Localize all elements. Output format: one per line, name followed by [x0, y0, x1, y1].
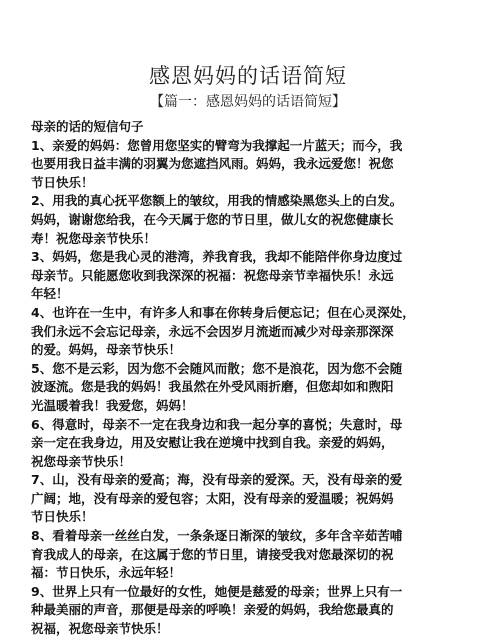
text-line: 8、看着母亲一丝丝白发，一条条逐日渐深的皱纹，多年含辛茹苦哺 [31, 528, 403, 544]
text-line: 广阔；地，没有母亲的爱包容；太阳，没有母亲的爱温暖；祝妈妈 [31, 490, 394, 506]
text-line: 祝您母亲节快乐！ [31, 453, 132, 469]
text-line: 我们永远不会忘记母亲，永远不会因岁月流逝而减少对母亲那深深 [31, 323, 394, 339]
text-line: 波逐流。您是我的妈妈！我虽然在外受风雨折磨，但您却如和煦阳 [31, 379, 394, 395]
text-line: 7、山，没有母亲的爱高；海，没有母亲的爱深。天，没有母亲的爱 [31, 472, 403, 488]
text-line: 母亲节。只能愿您收到我深深的祝福：祝您母亲节幸福快乐！永远 [31, 267, 394, 283]
text-line: 6、得意时，母亲不一定在我身边和我一起分享的喜悦；失意时，母 [31, 416, 403, 432]
text-line: 寿！祝您母亲节快乐！ [31, 230, 157, 246]
text-line: 祝福，祝您母亲节快乐！ [31, 621, 169, 637]
text-line: 5、您不是云彩，因为您不会随风而散；您不是浪花，因为您不会随 [31, 360, 403, 376]
text-line: 光温暖着我！我爱您，妈妈！ [31, 397, 194, 413]
text-line: 节日快乐！ [31, 509, 94, 525]
text-line: 4、也许在一生中，有许多人和事在你转身后便忘记；但在心灵深处， [31, 304, 415, 320]
text-line: 2、用我的真心抚平您额上的皱纹，用我的情感染黑您头上的白发。 [31, 193, 403, 209]
text-line: 种最美丽的声音，那便是母亲的呼唤！亲爱的妈妈，我给您最真的 [31, 602, 394, 618]
text-line: 的爱。妈妈，母亲节快乐！ [31, 342, 182, 358]
text-line: 福：节日快乐，永远年轻！ [31, 565, 182, 581]
text-line: 9、世界上只有一位最好的女性，她便是慈爱的母亲；世界上只有一 [31, 583, 403, 599]
document-subtitle: 【篇一：感恩妈妈的话语简短】 [150, 94, 346, 110]
text-line: 年轻！ [31, 286, 69, 302]
text-line: 妈妈，谢谢您给我，在今天属于您的节日里，做儿女的祝您健康长 [31, 211, 394, 227]
text-line: 3、妈妈，您是我心灵的港湾，养我育我，我却不能陪伴你身边度过 [31, 249, 403, 265]
section-heading: 母亲的话的短信句子 [31, 119, 144, 134]
text-line: 育我成人的母亲，在这属于您的节日里，请接受我对您最深切的祝 [31, 546, 394, 562]
text-line: 亲一定在我身边，用及安慰让我在逆境中找到自我。亲爱的妈妈， [31, 435, 394, 451]
text-line: 1、亲爱的妈妈：您曾用您坚实的臂弯为我撑起一片蓝天；而今，我 [31, 137, 403, 153]
text-line: 也要用我日益丰满的羽翼为您遮挡风雨。妈妈，我永远爱您！祝您 [31, 156, 394, 172]
document-title: 感恩妈妈的话语简短 [149, 64, 347, 88]
text-line: 节日快乐！ [31, 174, 94, 190]
